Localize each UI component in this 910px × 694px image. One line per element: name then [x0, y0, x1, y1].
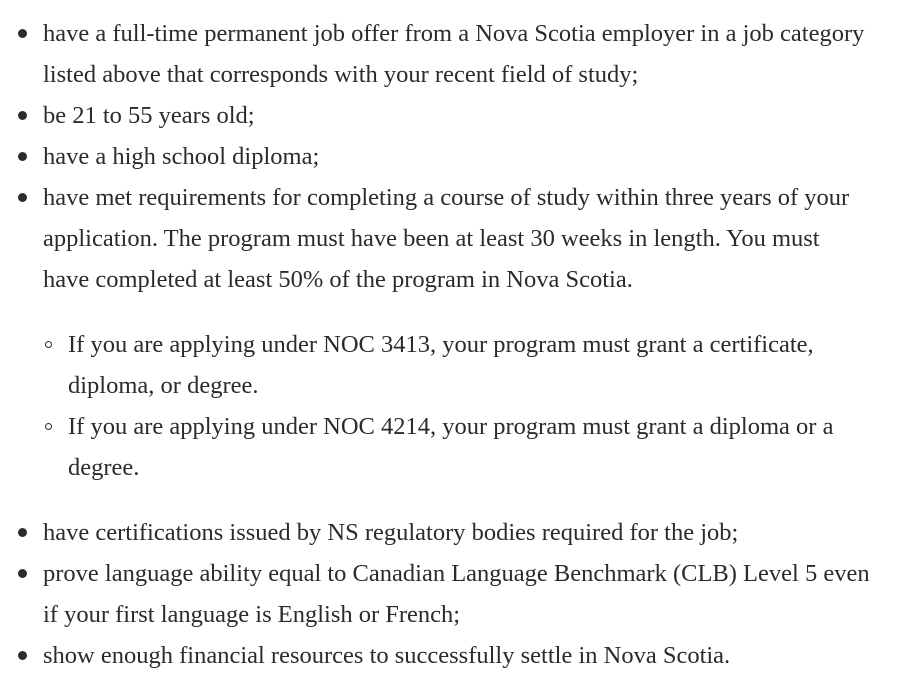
list-item-financial	[0, 635, 910, 676]
list-item-text: have a full-time permanent job offer from a Nova Scotia employer in a job category listed above that corresponds with your recent field of study;	[43, 20, 865, 88]
list-item-diploma	[0, 136, 910, 177]
list-item-text: have certifications issued by NS regulatory bodies required for the job;	[43, 519, 739, 546]
list-item-job-offer	[0, 13, 910, 95]
list-item-certifications	[0, 512, 910, 553]
list-item-text: show enough financial resources to successfully settle in Nova Scotia.	[43, 642, 731, 669]
list-item-course-of-study	[0, 177, 910, 488]
list-item-text: have met requirements for completing a course of study within three years of your application. The program must have been at least 30 weeks in length. You must have completed at least 50% of the program in Nova Scotia.	[43, 184, 850, 293]
list-item-text: have a high school diploma;	[43, 143, 320, 170]
list-item-text: prove language ability equal to Canadian Language Benchmark (CLB) Level 5 even if your first language is English or French;	[43, 560, 870, 628]
list-item-language	[0, 553, 910, 635]
sublist-item-noc-4214	[43, 406, 870, 488]
list-item-age	[0, 95, 910, 136]
list-item-text: be 21 to 55 years old;	[43, 102, 255, 129]
sublist-item-text: If you are applying under NOC 4214, your program must grant a diploma or a degree.	[68, 413, 834, 481]
sublist-item-noc-3413	[43, 324, 870, 406]
noc-sublist	[43, 324, 870, 488]
sublist-item-text: If you are applying under NOC 3413, your program must grant a certificate, diploma, or degree.	[68, 331, 814, 399]
